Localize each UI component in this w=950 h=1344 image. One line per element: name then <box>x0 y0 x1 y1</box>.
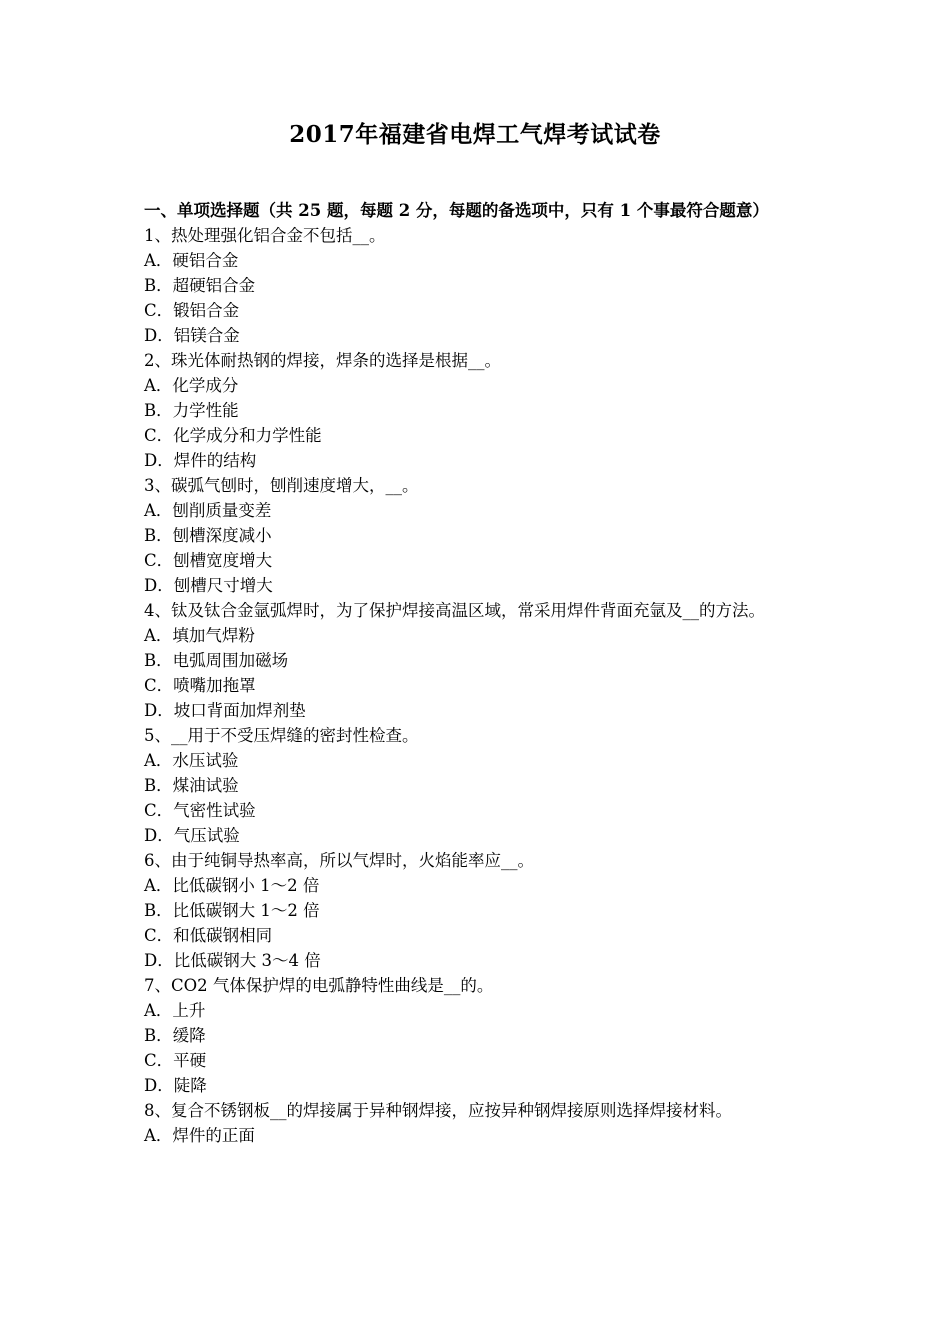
option-b: B．刨槽深度减小 <box>144 526 272 545</box>
question-4 <box>144 598 809 723</box>
option-b: B．超硬铝合金 <box>144 276 256 295</box>
option-d: D．刨槽尺寸增大 <box>144 576 273 595</box>
option-b: B．煤油试验 <box>144 776 239 795</box>
question-stem: 7、CO2 气体保护焊的电弧静特性曲线是__的。 <box>144 976 494 995</box>
option-c: C．喷嘴加拖罩 <box>144 676 256 695</box>
option-d: D．铝镁合金 <box>144 326 240 345</box>
option-a: A．比低碳钢小 1～2 倍 <box>144 876 320 895</box>
option-c: C．锻铝合金 <box>144 301 240 320</box>
question-stem: 2、珠光体耐热钢的焊接，焊条的选择是根据__。 <box>144 351 501 370</box>
option-a: A．填加气焊粉 <box>144 626 255 645</box>
option-c: C．刨槽宽度增大 <box>144 551 273 570</box>
option-c: C．化学成分和力学性能 <box>144 426 322 445</box>
option-a: A．上升 <box>144 1001 206 1020</box>
question-3 <box>144 473 809 598</box>
question-2 <box>144 348 809 473</box>
option-c: C．平硬 <box>144 1051 207 1070</box>
question-stem: 1、热处理强化铝合金不包括__。 <box>144 226 386 245</box>
question-8 <box>144 1098 809 1148</box>
question-stem: 4、钛及钛合金氩弧焊时，为了保护焊接高温区域，常采用焊件背面充氩及__的方法。 <box>144 601 765 620</box>
option-b: B．电弧周围加磁场 <box>144 651 289 670</box>
option-d: D．坡口背面加焊剂垫 <box>144 701 306 720</box>
exam-content <box>144 198 809 1148</box>
question-stem: 5、__用于不受压焊缝的密封性检查。 <box>144 726 419 745</box>
option-b: B．缓降 <box>144 1026 206 1045</box>
option-a: A．水压试验 <box>144 751 239 770</box>
question-stem: 8、复合不锈钢板__的焊接属于异种钢焊接，应按异种钢焊接原则选择焊接材料。 <box>144 1101 732 1120</box>
option-a: A．硬铝合金 <box>144 251 239 270</box>
option-b: B．力学性能 <box>144 401 239 420</box>
option-d: D．陡降 <box>144 1076 207 1095</box>
option-b: B．比低碳钢大 1～2 倍 <box>144 901 320 920</box>
option-c: C．和低碳钢相同 <box>144 926 273 945</box>
option-c: C．气密性试验 <box>144 801 256 820</box>
section-heading: 一、单项选择题（共 25 题，每题 2 分，每题的备选项中，只有 1 个事最符合题意） <box>144 201 769 220</box>
option-d: D．比低碳钢大 3～4 倍 <box>144 951 321 970</box>
document-title: 2017年福建省电焊工气焊考试试卷 <box>289 121 661 148</box>
question-6 <box>144 848 809 973</box>
option-a: A．化学成分 <box>144 376 239 395</box>
question-stem: 3、碳弧气刨时，刨削速度增大，__。 <box>144 476 419 495</box>
option-d: D．焊件的结构 <box>144 451 257 470</box>
question-5 <box>144 723 809 848</box>
option-a: A．焊件的正面 <box>144 1126 255 1145</box>
option-a: A．刨削质量变差 <box>144 501 272 520</box>
option-d: D．气压试验 <box>144 826 240 845</box>
question-7 <box>144 973 809 1098</box>
question-stem: 6、由于纯铜导热率高，所以气焊时，火焰能率应__。 <box>144 851 534 870</box>
question-1 <box>144 223 809 348</box>
